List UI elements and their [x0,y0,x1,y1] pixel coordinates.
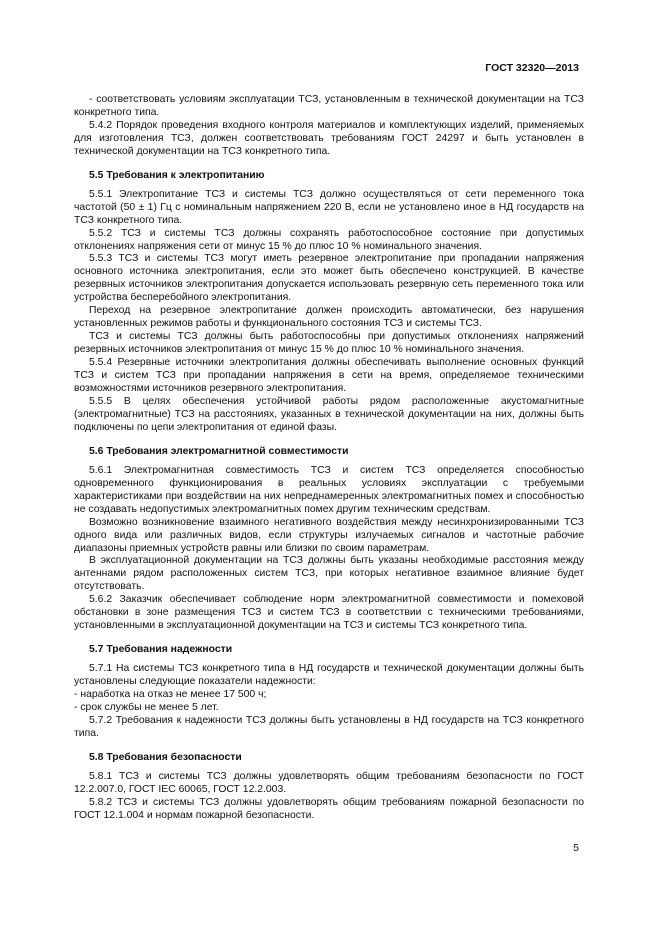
paragraph: 5.5.1 Электропитание ТСЗ и системы ТСЗ должно осуществляться от сети переменного тока частотой (50 ± 1) Гц с номинальным напряжением 220 В, если не установлено иное в НД государств на ТСЗ конкретного типа. [74,188,584,226]
paragraph: 5.5.2 ТСЗ и системы ТСЗ должны сохранять работоспособное состояние при допустимых отклонениях напряжения сети от минус 15 % до плюс 10 % номинального значения. [74,227,584,252]
paragraph: - соответствовать условиям эксплуатации ТСЗ, установленным в технической документации на ТСЗ конкретного типа. [74,94,584,118]
paragraph: 5.6.2 Заказчик обеспечивает соблюдение норм электромагнитной совместимости и помеховой обстановки в зоне размещения ТСЗ и систем ТСЗ в соответствии с техническими требованиями, установленными в эксплуатационной документации на ТСЗ и системы ТСЗ конкретного типа. [74,594,584,632]
section-heading: 5.7 Требования надежности [89,644,233,656]
section-heading: 5.6 Требования электромагнитной совместимости [89,445,349,457]
document-body [74,94,584,823]
paragraph: 5.5.3 ТСЗ и системы ТСЗ могут иметь резервное электропитание при пропадании напряжения основного источника электропитания, если это может быть обеспечено конструкцией. В качестве резервных источников электропитания допускается использовать резервную сеть переменного тока или устройства бесперебойного электропитания. [74,253,584,304]
page-number: 5 [573,842,579,854]
paragraph: ТСЗ и системы ТСЗ должны быть работоспособны при допустимых отклонениях напряжений резервных источников электропитания от минус 15 % до плюс 10 % номинального значения. [74,331,584,356]
paragraph: 5.4.2 Порядок проведения входного контроля материалов и комплектующих изделий, применяемых для изготовления ТСЗ, должен соответствовать требованиям ГОСТ 24297 и быть установлен в технической документации на ТСЗ конкретного типа. [74,119,584,157]
paragraph: 5.5.5 В целях обеспечения устойчивой работы рядом расположенные акустомагнитные (электромагнитные) ТСЗ на расстояниях, указанных в технической документации на них, должны быть подключены по цепи электропитания от единой фазы. [74,395,584,433]
paragraph: Возможно возникновение взаимного негативного воздействия между несинхронизированными ТСЗ одного вида или различных видов, если структуры излучаемых сигналов и частотные рабочие диапазоны приемных устройств равны или близки по своим параметрам. [74,516,584,554]
paragraph: 5.8.1 ТСЗ и системы ТСЗ должны удовлетворять общим требованиям безопасности по ГОСТ 12.2.007.0, ГОСТ IEC 60065, ГОСТ 12.2.003. [74,770,584,795]
paragraph: Переход на резервное электропитание должен происходить автоматически, без нарушения установленных режимов работы и функционального состояния ТСЗ и системы ТСЗ. [74,305,584,330]
list-item: - срок службы не менее 5 лет. [74,701,219,713]
paragraph: 5.5.4 Резервные источники электропитания должны обеспечивать выполнение основных функций ТСЗ и систем ТСЗ при пропадании напряжения в сети на время, определяемое техническими возможностями источников резервного электропитания. [74,357,584,395]
paragraph: 5.6.1 Электромагнитная совместимость ТСЗ и систем ТСЗ определяется способностью одновременного функционирования в реальных условиях эксплуатации с требуемыми характеристиками при воздействии на них непреднамеренных электромагнитных помех и способностью не создавать недопустимых электромагнитных помех другим техническим средствам. [74,464,584,515]
section-heading: 5.8 Требования безопасности [89,751,242,763]
section-heading: 5.5 Требования к электропитанию [89,169,265,181]
paragraph: В эксплуатационной документации на ТСЗ должны быть указаны необходимые расстояния между антеннами рядом расположенных систем ТСЗ, при которых негативное взаимное влияние будет отсутствовать. [74,555,584,593]
list-item: - наработка на отказ не менее 17 500 ч; [74,689,267,701]
paragraph: 5.7.2 Требования к надежности ТСЗ должны быть установлены в НД государств на ТСЗ конкретного типа. [74,714,584,739]
paragraph: 5.7.1 На системы ТСЗ конкретного типа в НД государств и технической документации должны быть установлены следующие показатели надежности: [74,663,584,688]
paragraph: 5.8.2 ТСЗ и системы ТСЗ должны удовлетворять общим требованиям пожарной безопасности по ГОСТ 12.1.004 и нормам пожарной безопасности. [74,796,584,821]
document-code-header: ГОСТ 32320—2013 [485,62,579,74]
